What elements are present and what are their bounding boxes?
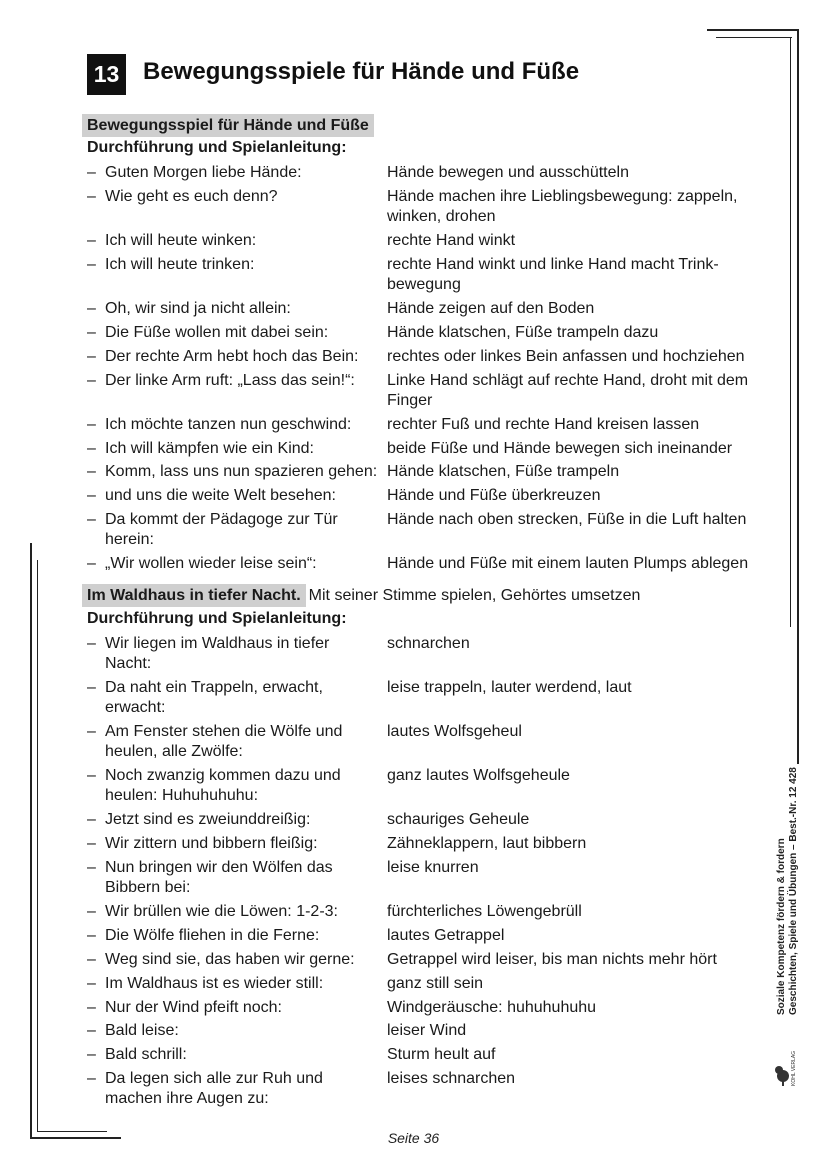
action-text: Linke Hand schlägt auf rechte Hand, droht mit dem Finger: [387, 372, 749, 409]
frame-line: [797, 29, 799, 764]
verse-text: Oh, wir sind ja nicht allein:: [105, 300, 291, 317]
verse-text: Am Fenster stehen die Wölfe und heulen, alle Zwölfe:: [105, 723, 343, 760]
action-text: Sturm heult auf: [387, 1046, 496, 1063]
section-tag: Bewegungsspiel für Hände und Füße: [82, 114, 374, 137]
tree-icon: [775, 1066, 789, 1086]
action-text: leises schnarchen: [387, 1070, 516, 1087]
dash-bullet: –: [87, 903, 96, 920]
action-text: Hände und Füße mit einem lauten Plumps ablegen: [387, 555, 749, 572]
action-text: Zähneklappern, laut bibbern: [387, 835, 587, 852]
frame-line: [790, 37, 791, 627]
dash-bullet: –: [87, 811, 96, 828]
frame-line: [707, 29, 799, 31]
dash-bullet: –: [87, 256, 96, 273]
dash-bullet: –: [87, 348, 96, 365]
verse-text: Ich will kämpfen wie ein Kind:: [105, 440, 314, 457]
frame-line: [37, 560, 38, 1132]
dash-bullet: –: [87, 372, 96, 389]
chapter-number: 13: [87, 54, 126, 95]
action-text: Hände und Füße überkreuzen: [387, 487, 601, 504]
publisher-line: Soziale Kompetenz fördern & fordern: [776, 838, 787, 1015]
verse-text: Die Wölfe fliehen in die Ferne:: [105, 927, 320, 944]
verse-text: Wir brüllen wie die Löwen: 1-2-3:: [105, 903, 338, 920]
dash-bullet: –: [87, 951, 96, 968]
dash-bullet: –: [87, 635, 96, 652]
verse-text: Guten Morgen liebe Hände:: [105, 164, 302, 181]
dash-bullet: –: [87, 859, 96, 876]
dash-bullet: –: [87, 835, 96, 852]
verse-text: Komm, lass uns nun spazieren gehen:: [105, 463, 378, 480]
dash-bullet: –: [87, 1046, 96, 1063]
section-subtitle: Durchführung und Spielanleitung:: [87, 139, 347, 156]
verse-text: und uns die weite Welt besehen:: [105, 487, 336, 504]
action-text: Hände klatschen, Füße trampeln dazu: [387, 324, 659, 341]
publisher-line: Geschichten, Spiele und Übungen – Best.-Nr. 12 428: [788, 767, 799, 1015]
action-text: ganz lautes Wolfsgeheule: [387, 767, 570, 784]
frame-line: [716, 37, 792, 38]
verse-text: Nur der Wind pfeift noch:: [105, 999, 282, 1016]
dash-bullet: –: [87, 1022, 96, 1039]
verse-text: Bald schrill:: [105, 1046, 187, 1063]
verse-text: Da legen sich alle zur Ruh und machen ihre Augen zu:: [105, 1070, 323, 1107]
verse-text: Wie geht es euch denn?: [105, 188, 278, 205]
action-text: schnarchen: [387, 635, 470, 652]
dash-bullet: –: [87, 1070, 96, 1087]
section-tag: Im Waldhaus in tiefer Nacht.: [82, 584, 306, 607]
verse-text: Der linke Arm ruft: „Lass das sein!“:: [105, 372, 355, 389]
verse-text: Jetzt sind es zweiunddreißig:: [105, 811, 311, 828]
dash-bullet: –: [87, 324, 96, 341]
action-text: beide Füße und Hände bewegen sich ineinander: [387, 440, 733, 457]
dash-bullet: –: [87, 555, 96, 572]
dash-bullet: –: [87, 487, 96, 504]
section-heading: [82, 114, 377, 137]
action-text: Hände klatschen, Füße trampeln: [387, 463, 620, 480]
page-number: Seite 36: [387, 1130, 440, 1146]
action-text: schauriges Geheule: [387, 811, 530, 828]
action-text: leiser Wind: [387, 1022, 467, 1039]
action-text: Getrappel wird leiser, bis man nichts mehr hört: [387, 951, 717, 968]
section-description: Mit seiner Stimme spielen, Gehörtes umsetzen: [308, 587, 641, 604]
verse-text: Die Füße wollen mit dabei sein:: [105, 324, 329, 341]
page-title: Bewegungsspiele für Hände und Füße: [143, 58, 580, 85]
verse-text: „Wir wollen wieder leise sein“:: [105, 555, 317, 572]
action-text: leise trappeln, lauter werdend, laut: [387, 679, 632, 696]
verse-text: Ich will heute winken:: [105, 232, 257, 249]
action-text: lautes Wolfsgeheul: [387, 723, 522, 740]
dash-bullet: –: [87, 232, 96, 249]
action-text: fürchterliches Löwengebrüll: [387, 903, 582, 920]
action-text: rechtes oder linkes Bein anfassen und hochziehen: [387, 348, 745, 365]
logo-text: KOHL VERLAG: [791, 1050, 797, 1086]
dash-bullet: –: [87, 679, 96, 696]
verse-text: Da kommt der Pädagoge zur Tür herein:: [105, 511, 338, 548]
action-text: Hände bewegen und ausschütteln: [387, 164, 629, 181]
dash-bullet: –: [87, 511, 96, 528]
publisher-logo: [773, 1026, 803, 1088]
verse-text: Weg sind sie, das haben wir gerne:: [105, 951, 355, 968]
verse-text: Noch zwanzig kommen dazu und heulen: Huhuhuhuhu:: [105, 767, 341, 804]
verse-text: Ich möchte tanzen nun geschwind:: [105, 416, 352, 433]
section-subtitle: Durchführung und Spielanleitung:: [87, 610, 347, 627]
dash-bullet: –: [87, 440, 96, 457]
dash-bullet: –: [87, 927, 96, 944]
dash-bullet: –: [87, 723, 96, 740]
verse-text: Nun bringen wir den Wölfen das Bibbern bei:: [105, 859, 333, 896]
verse-text: Ich will heute trinken:: [105, 256, 255, 273]
verse-text: Bald leise:: [105, 1022, 179, 1039]
frame-line: [30, 543, 32, 1139]
dash-bullet: –: [87, 164, 96, 181]
action-text: rechte Hand winkt und linke Hand macht Trink-bewegung: [387, 256, 719, 293]
dash-bullet: –: [87, 463, 96, 480]
verse-text: Im Waldhaus ist es wieder still:: [105, 975, 324, 992]
dash-bullet: –: [87, 188, 96, 205]
action-text: Hände machen ihre Lieblingsbewegung: zappeln, winken, drohen: [387, 188, 738, 225]
dash-bullet: –: [87, 767, 96, 784]
action-text: ganz still sein: [387, 975, 484, 992]
dash-bullet: –: [87, 416, 96, 433]
dash-bullet: –: [87, 975, 96, 992]
dash-bullet: –: [87, 999, 96, 1016]
action-text: leise knurren: [387, 859, 479, 876]
dash-bullet: –: [87, 300, 96, 317]
verse-text: Da naht ein Trappeln, erwacht, erwacht:: [105, 679, 323, 716]
action-text: rechter Fuß und rechte Hand kreisen lassen: [387, 416, 700, 433]
publisher-info: [776, 755, 812, 1015]
action-text: Hände zeigen auf den Boden: [387, 300, 595, 317]
action-text: Windgeräusche: huhuhuhuhu: [387, 999, 597, 1016]
section-heading: [82, 584, 640, 607]
verse-text: Wir zittern und bibbern fleißig:: [105, 835, 318, 852]
action-text: Hände nach oben strecken, Füße in die Luft halten: [387, 511, 747, 528]
action-text: lautes Getrappel: [387, 927, 505, 944]
action-text: rechte Hand winkt: [387, 232, 516, 249]
verse-text: Der rechte Arm hebt hoch das Bein:: [105, 348, 359, 365]
verse-text: Wir liegen im Waldhaus in tiefer Nacht:: [105, 635, 330, 672]
